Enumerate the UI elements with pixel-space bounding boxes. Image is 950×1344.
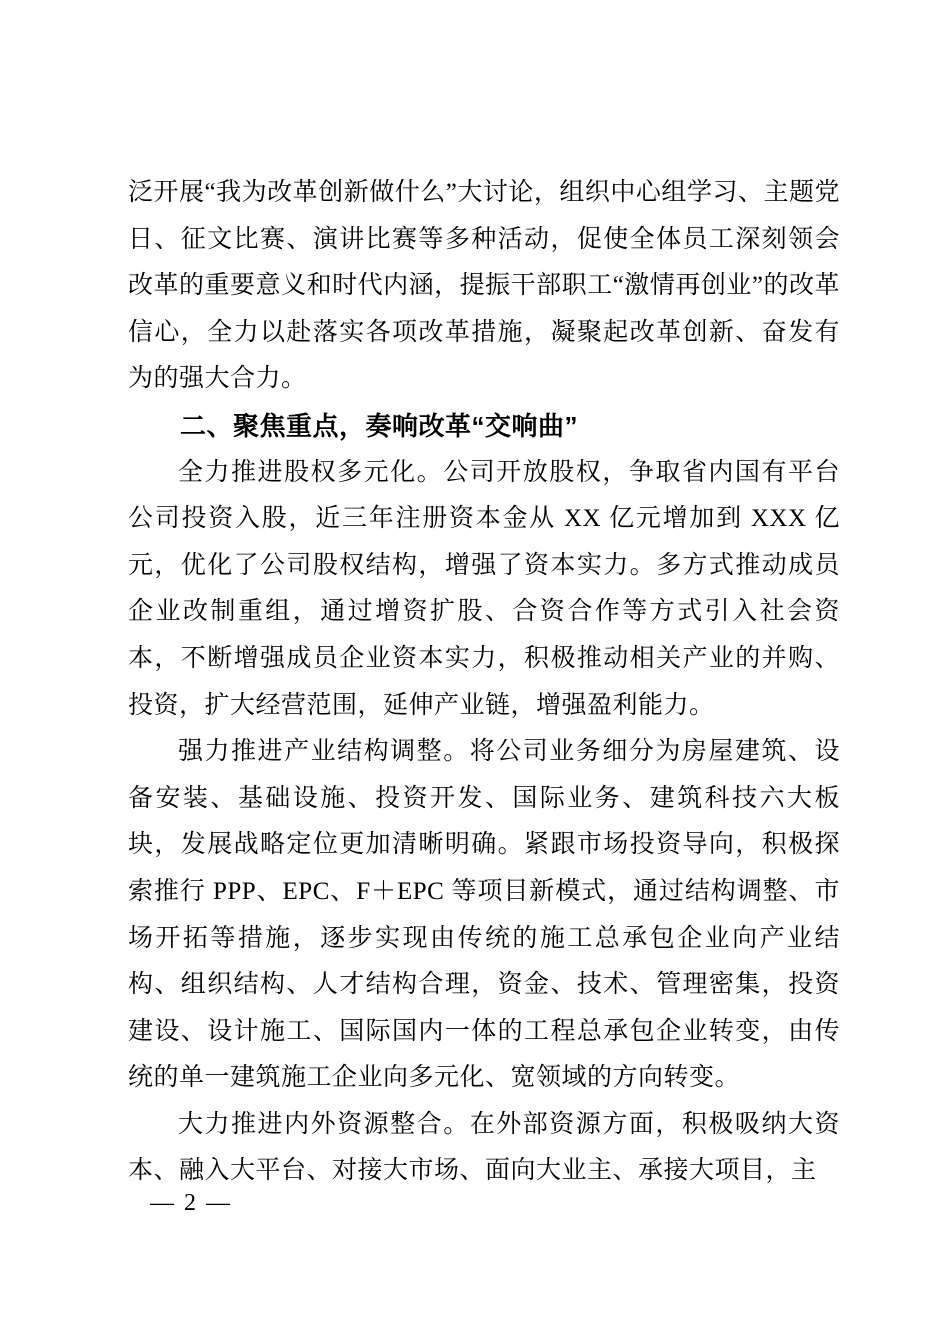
body-paragraph-continuation: 泛开展“我为改革创新做什么”大讨论，组织中心组学习、主题党日、征文比赛、演讲比赛等多种活动，促使全体员工深刻领会改革的重要意义和时代内涵，提振干部职工“激情再创业”的改革信心，全力以赴落实各项改革措施，凝聚起改革创新、奋发有为的强大合力。 bbox=[128, 179, 840, 393]
page-number: — 2 — bbox=[150, 1190, 232, 1216]
body-paragraph: 全力推进股权多元化。公司开放股权，争取省内国有平台公司投资入股，近三年注册资本金从 XX 亿元增加到 XXX 亿元，优化了公司股权结构，增强了资本实力。多方式推动成员企业改制重组，通过增资扩股、合资合作等方式引入社会资本，不断增强成员企业资本实力，积极推动相关产业的并购、投资，扩大经营范围，延伸产业链，增强盈利能力。 bbox=[128, 458, 840, 719]
body-paragraph: 大力推进内外资源整合。在外部资源方面，积极吸纳大资本、融入大平台、对接大市场、面向大业主、承接大项目，主 bbox=[128, 1110, 840, 1185]
body-paragraph: 强力推进产业结构调整。将公司业务细分为房屋建筑、设备安装、基础设施、投资开发、国际业务、建筑科技六大板块，发展战略定位更加清晰明确。紧跟市场投资导向，积极探索推行 PPP、EPC、F＋EPC 等项目新模式，通过结构调整、市场开拓等措施，逐步实现由传统的施工总承包企业向产业结构、组织结构、人才结构合理，资金、技术、管理密集，投资建设、设计施工、国际国内一体的工程总承包企业转变，由传统的单一建筑施工企业向多元化、宽领域的方向转变。 bbox=[128, 738, 840, 1092]
text-block bbox=[128, 170, 840, 1195]
section-heading: 二、聚焦重点，奏响改革“交响曲” bbox=[180, 410, 579, 441]
